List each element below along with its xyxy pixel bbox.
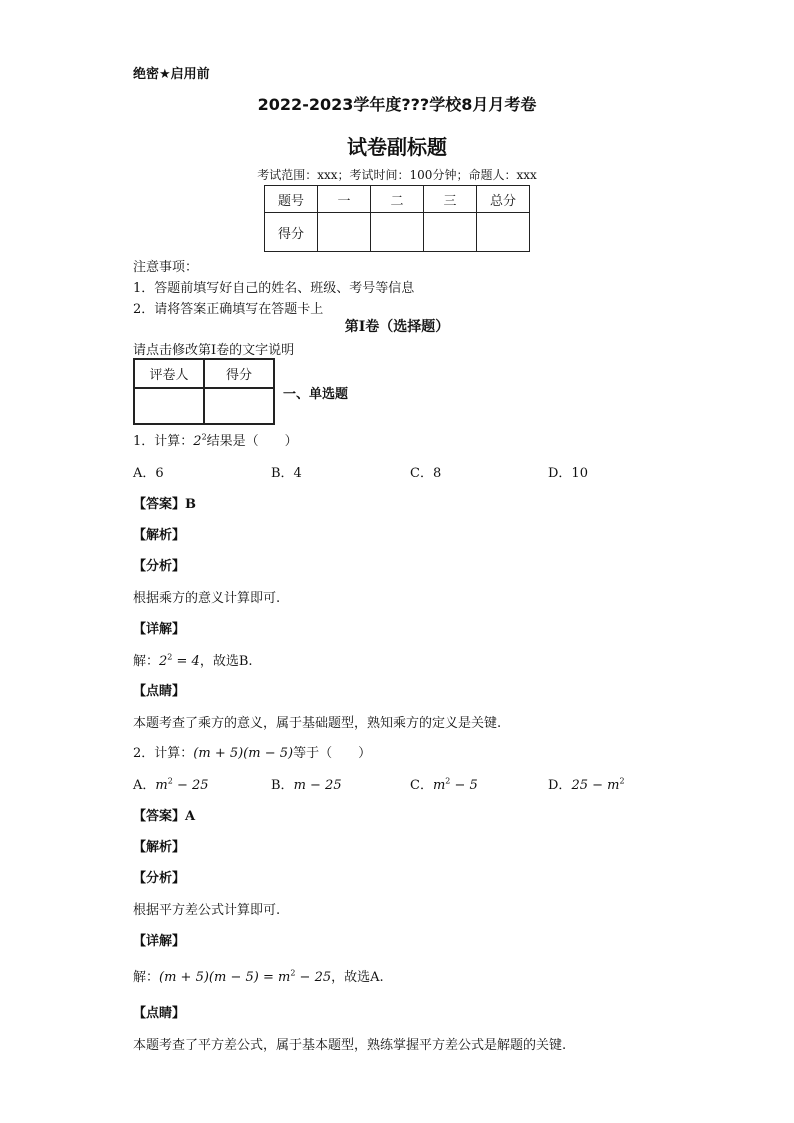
q1-stem-prefix: 1．计算： [133,434,194,449]
q2-dianjing: 【点睛】 [133,1006,186,1021]
grader-cell [134,388,204,424]
notice-item: 1．答题前填写好自己的姓名、班级、考号等信息 [133,281,415,296]
q2-xiangjie: 【详解】 [133,934,186,949]
q1-dianjing: 【点睛】 [133,684,186,699]
q2-option-rest: − 25 [172,778,209,793]
q1-fenxi-text: 根据乘方的意义计算即可. [133,591,281,606]
q1-option-c: C．8 [410,466,442,481]
section-title: 一、单选题 [283,387,349,402]
question-1-stem [133,430,298,449]
score-table [264,185,530,252]
q2-detail-suffix: ，故选A. [331,970,384,985]
q2-option-rest: − 5 [450,778,478,793]
secret-label: 绝密★启用前 [133,67,210,82]
q2-option-label: B． [271,778,294,793]
q2-option-rest: − 25 [305,778,342,793]
q2-option-expr: m [293,778,306,793]
q1-detail-prefix: 解： [133,654,160,669]
q2-option-expr: m [432,778,446,793]
q2-detail-sup: 2 [290,968,296,978]
score-cell [477,213,530,252]
score-table-header: 总分 [477,186,530,213]
q2-option-label: C． [410,778,433,793]
grader-header: 得分 [204,359,274,388]
volume-title: 第I卷（选择题） [344,319,450,335]
q2-dianjing-text: 本题考查了平方差公式，属于基本题型，熟练掌握平方差公式是解题的关键. [133,1038,567,1053]
grader-header: 评卷人 [134,359,204,388]
q2-stem-suffix: 等于（ ） [293,746,372,761]
notice-item: 2．请将答案正确填写在答题卡上 [133,302,324,317]
q1-detail-rest: = 4 [172,654,200,669]
q1-fenxi: 【分析】 [133,559,186,574]
score-cell [424,213,477,252]
q1-jiexi: 【解析】 [133,528,186,543]
q1-answer: 【答案】B [133,497,196,512]
q2-detail-prefix: 解： [133,970,160,985]
q2-option-sup: 2 [619,776,625,786]
q2-option-d [548,774,625,793]
score-table-header: 一 [318,186,371,213]
score-table-row-label: 得分 [265,213,318,252]
q2-detail-rest: − 25 [295,970,332,985]
q2-detail-expr: (m + 5)(m − 5) = m [159,970,291,985]
exam-info: 考试范围：xxx；考试时间：100分钟；命题人：xxx [257,168,537,182]
q2-answer: 【答案】A [133,809,196,824]
q2-jiexi: 【解析】 [133,840,186,855]
q2-option-expr: m [155,778,168,793]
score-table-header: 题号 [265,186,318,213]
q2-option-expr: 25 − m [571,778,620,793]
score-table-header: 三 [424,186,477,213]
q2-option-a [133,774,209,793]
question-2-stem [133,742,371,761]
score-cell [318,213,371,252]
q1-option-d: D．10 [548,466,588,481]
q1-detail-exp: 2 [167,652,173,662]
q1-xiangjie: 【详解】 [133,622,186,637]
q1-detail-suffix: ，故选B. [199,654,253,669]
q2-option-b [271,774,342,793]
q1-base: 2 [193,434,202,449]
q1-dianjing-text: 本题考查了乘方的意义，属于基础题型，熟知乘方的定义是关键. [133,716,502,731]
q2-fenxi-text: 根据平方差公式计算即可. [133,903,281,918]
q2-detail [133,966,384,985]
q1-detail-base: 2 [159,654,168,669]
score-table-header: 二 [371,186,424,213]
volume-desc: 请点击修改第I卷的文字说明 [133,343,295,358]
exam-title: 2022-2023学年度???学校8月月考卷 [257,95,537,114]
q2-expr: (m + 5)(m − 5) [193,746,294,761]
q1-exp: 2 [201,432,207,442]
q2-option-sup: 2 [167,776,173,786]
q1-option-b: B．4 [271,466,302,481]
q2-option-c [410,774,478,793]
grader-table [133,358,275,425]
q2-option-label: A． [133,778,156,793]
q2-fenxi: 【分析】 [133,871,186,886]
q2-option-sup: 2 [445,776,451,786]
q1-option-a: A．6 [133,466,164,481]
q2-stem-prefix: 2．计算： [133,746,194,761]
q1-stem-suffix: 结果是（ ） [206,434,298,449]
score-cell [371,213,424,252]
q1-detail [133,650,253,669]
exam-subtitle: 试卷副标题 [347,135,447,159]
grader-cell [204,388,274,424]
q2-option-label: D． [548,778,572,793]
notice-title: 注意事项： [133,260,199,275]
